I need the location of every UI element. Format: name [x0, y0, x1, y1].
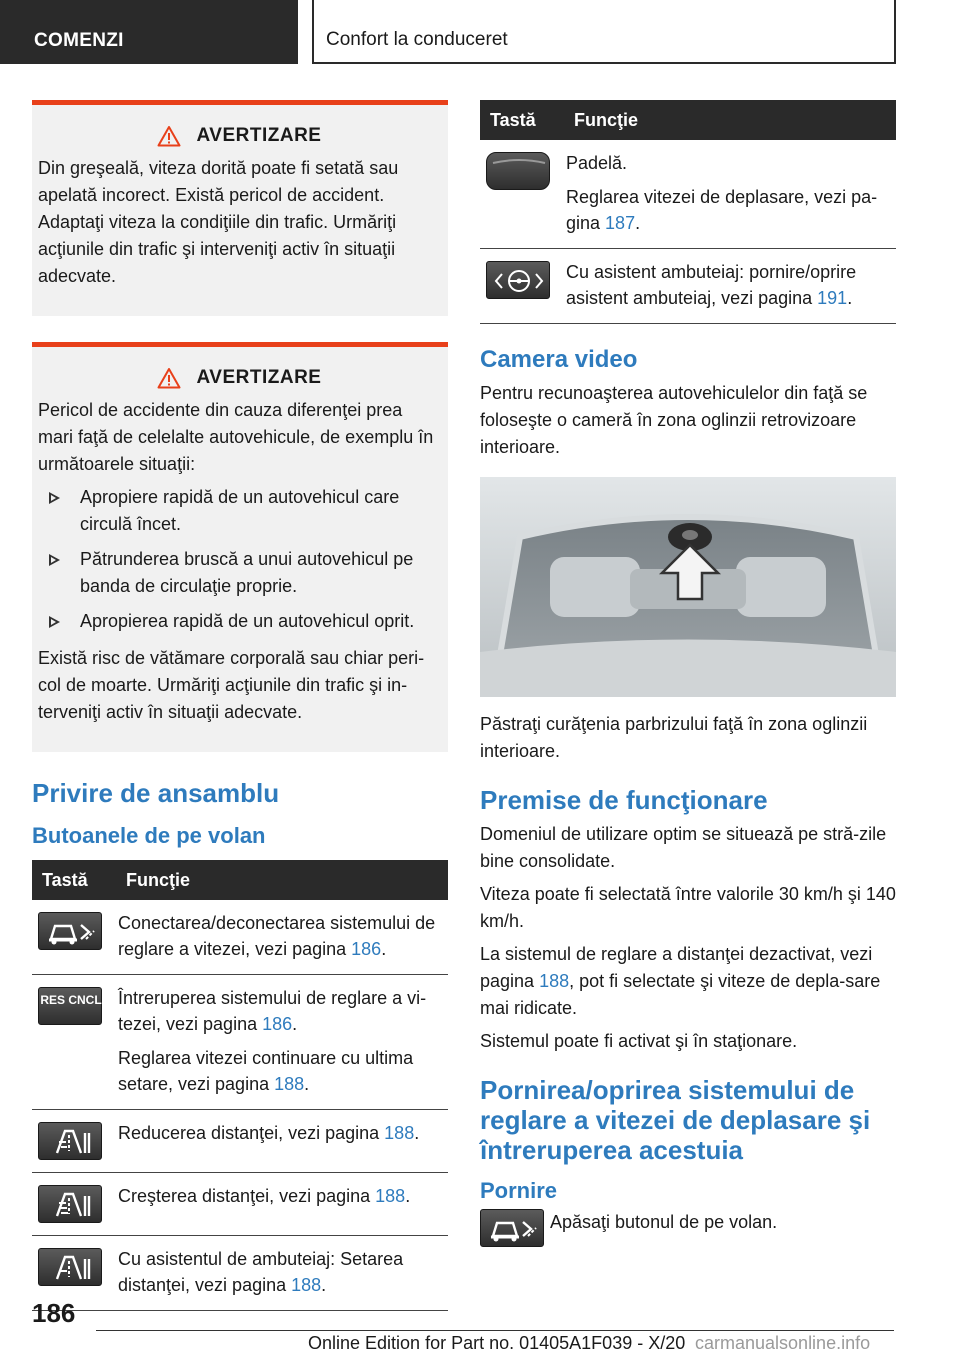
list-item: Pătrunderea bruscă a unui autovehicul pe banda de circulaţie proprie. [38, 546, 440, 600]
camera-text: Pentru recunoaşterea autovehiculelor din faţă se foloseşte o cameră în zona oglinzii retrovizoare interioare. [480, 383, 868, 457]
warning-box-distance [32, 342, 448, 752]
page-link[interactable]: 188 [384, 1123, 415, 1143]
warning-outro: Există risc de vătămare corporală sau chiar peri‐col de moarte. Urmăriţi acţiunile din trafic şi in‐terveniţi activ în situaţii adecvate. [38, 648, 425, 722]
traffic-jam-assistant-icon [486, 261, 550, 299]
warning-triangle-icon [157, 367, 181, 389]
page-link[interactable]: 187 [605, 213, 636, 233]
col-header-function: Funcţie [116, 860, 448, 900]
col-header-key: Tastă [32, 860, 116, 900]
start-text: Apăsaţi butonul de pe volan. [550, 1212, 778, 1232]
table-row: Padelă. Reglarea vitezei de deplasare, vezi pa‐gina 187. [480, 140, 896, 249]
cruise-on-off-icon [480, 1209, 544, 1247]
camera-care-text: Păstraţi curăţenia parbrizului faţă în zona oglinzii interioare. [480, 714, 868, 761]
steering-buttons-table [32, 860, 448, 1311]
warning-title-text: AVERTIZARE [196, 125, 322, 146]
footer-divider [96, 1330, 894, 1331]
page-link[interactable]: 188 [375, 1186, 406, 1206]
page-link[interactable]: 191 [817, 288, 848, 308]
start-instruction [480, 1209, 896, 1247]
page-link[interactable]: 188 [539, 971, 570, 991]
steering-buttons-table-continued [480, 100, 896, 324]
overview-heading: Privire de ansamblu [32, 778, 280, 808]
camera-photo [480, 477, 896, 697]
premises-p1: Domeniul de utilizare optim se situează pe stră‐zile bine consolidate. [480, 824, 887, 871]
header-chapter-tab [312, 0, 896, 64]
list-item: Apropierea rapidă de un autovehicul oprit. [38, 608, 440, 635]
footer-edition: Online Edition for Part no. 01405A1F039 - X/20 [308, 1333, 686, 1353]
watermark: carmanualsonline.info [695, 1333, 871, 1353]
header-section-tab [0, 0, 298, 64]
premises-p2: Viteza poate fi selectată între valorile 30 km/h şi 140 km/h. [480, 884, 896, 931]
list-item: Apropiere rapidă de un autovehicul care circulă încet. [38, 484, 440, 538]
warning-box-speed [32, 100, 448, 316]
start-stop-heading: Pornirea/oprirea sistemului de reglare a vitezei de deplasare şi întreruperea acestuia [480, 1075, 871, 1165]
col-header-function: Funcţie [564, 100, 896, 140]
steering-buttons-heading: Butoanele de pe volan [32, 823, 266, 848]
warning-triangle-icon [157, 125, 181, 147]
table-row: Creşterea distanţei, vezi pagina 188. [32, 1173, 448, 1236]
header-chapter-label: Confort la conduceret [326, 29, 508, 50]
table-row: Reducerea distanţei, vezi pagina 188. [32, 1110, 448, 1173]
distance-decrease-icon [38, 1122, 102, 1160]
paddle-icon [486, 152, 550, 190]
header-section-label: COMENZI [34, 30, 124, 51]
col-header-key: Tastă [480, 100, 564, 140]
page-link[interactable]: 186 [262, 1014, 293, 1034]
warning-intro: Pericol de accidente din cauza diferenţei prea mari faţă de celelalte autovehicule, de exemplu în următoarele situaţii: [38, 400, 434, 474]
warning-title-text: AVERTIZARE [196, 367, 322, 388]
table-row: Cu asistentul de ambuteiaj: Setarea distanţei, vezi pagina 188. [32, 1236, 448, 1311]
button-label: RES CNCL [40, 993, 102, 1007]
left-column [32, 100, 448, 1329]
traffic-jam-distance-icon [38, 1248, 102, 1286]
cruise-on-off-icon [38, 912, 102, 950]
table-row: Cu asistent ambuteiaj: pornire/oprire asistent ambuteiaj, vezi pagina 191. [480, 249, 896, 324]
premises-p3: La sistemul de reglare a distanţei dezactivat, vezi pagina 188, pot fi selectate şi viteze de depla‐sare mai ridicate. [480, 944, 881, 1018]
table-row: RES CNCL Întreruperea sistemului de reglare a vi‐tezei, vezi pagina 186. Reglarea vitezei continuare cu ultima setare, vezi pagina 188. [32, 975, 448, 1110]
premises-heading: Premise de funcţionare [480, 785, 768, 815]
page-link[interactable]: 186 [351, 939, 382, 959]
table-header-row [32, 860, 448, 900]
table-header-row [480, 100, 896, 140]
warning-title [38, 125, 440, 147]
page-link[interactable]: 188 [291, 1275, 322, 1295]
warning-list [38, 484, 440, 635]
warning-text: Din greşeală, viteza dorită poate fi setată sau apelată incorect. Există pericol de accident. Adaptaţi viteza la condiţiile din trafic. Urmăriţi acţiunile din trafic şi interveniţi activ în situaţii adecvate. [38, 158, 399, 286]
premises-p4: Sistemul poate fi activat şi în staţionare. [480, 1031, 798, 1051]
camera-heading: Camera video [480, 346, 638, 373]
start-subheading: Pornire [480, 1178, 558, 1203]
distance-increase-icon [38, 1185, 102, 1223]
right-column [480, 100, 896, 1247]
table-row: Conectarea/deconectarea sistemului de reglare a vitezei, vezi pagina 186. [32, 900, 448, 975]
page-number: 186 [32, 1298, 76, 1328]
res-cncl-icon [38, 987, 102, 1025]
page-link[interactable]: 188 [274, 1074, 305, 1094]
warning-title [38, 367, 440, 389]
